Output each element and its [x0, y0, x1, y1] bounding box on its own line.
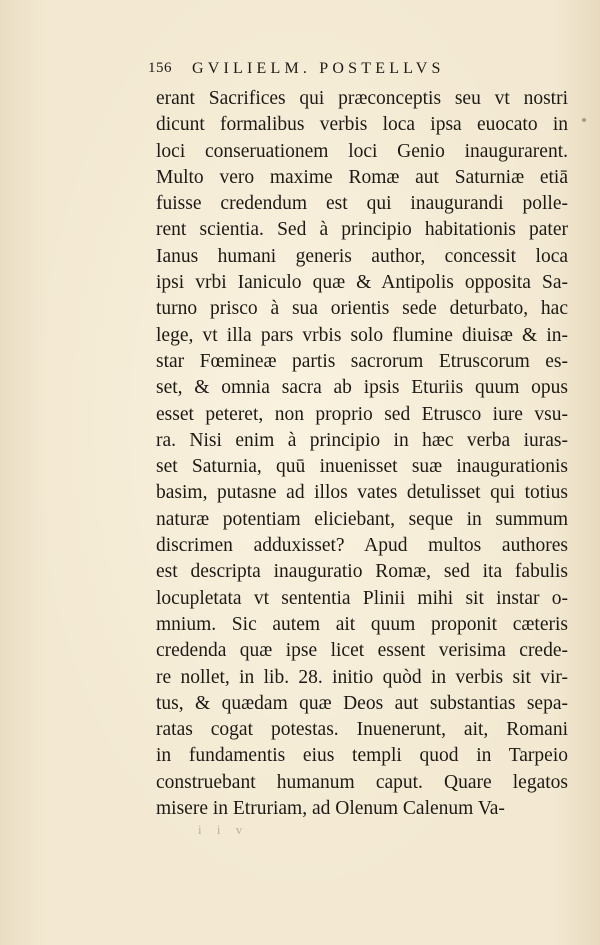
- text-line: lege, vt illa pars vrbis solo flumine diuisæ & in-: [156, 324, 568, 346]
- text-line: set, & omnia sacra ab ipsis Eturiis quum opus: [156, 377, 568, 399]
- margin-mark: [582, 118, 586, 122]
- body-text: [156, 86, 572, 822]
- text-line: mnium. Sic autem ait quum proponit cæteris: [156, 613, 568, 635]
- page-number: 156: [148, 60, 172, 76]
- text-line: locupletata vt sententia Plinii mihi sit instar o-: [156, 587, 568, 609]
- text-line: loci conseruationem loci Genio inaugurarent.: [156, 140, 568, 162]
- text-line: discrimen adduxisset? Apud multos authores: [156, 535, 568, 557]
- running-head: [148, 60, 528, 82]
- text-line: in fundamentis eius templi quod in Tarpeio: [156, 745, 568, 767]
- text-line: fuisse credendum est qui inaugurandi polle-: [156, 193, 568, 215]
- text-line: esset peteret, non proprio sed Etrusco iure vsu-: [156, 403, 568, 425]
- text-line: star Fœmineæ partis sacrorum Etruscorum es-: [156, 350, 568, 372]
- text-line: est descripta inauguratio Romæ, sed ita fabulis: [156, 561, 568, 583]
- text-line: misere in Etruriam, ad Olenum Calenum Va-: [156, 798, 505, 820]
- text-line: ipsi vrbi Ianiculo quæ & Antipolis opposita Sa-: [156, 272, 568, 294]
- text-line: naturæ potentiam eliciebant, seque in summum: [156, 508, 568, 530]
- text-line: credenda quæ ipse licet essent verisima crede-: [156, 640, 568, 662]
- text-line: dicunt formalibus verbis loca ipsa euocato in: [156, 114, 568, 136]
- text-line: Multo vero maxime Romæ aut Saturniæ etiā: [156, 166, 568, 188]
- text-line: construebant humanum caput. Quare legatos: [156, 771, 568, 793]
- text-line: Ianus humani generis author, concessit loca: [156, 245, 568, 267]
- text-line: erant Sacrifices qui præconceptis seu vt nostri: [156, 88, 568, 109]
- text-line: ratas cogat potestas. Inuenerunt, ait, Romani: [156, 719, 568, 741]
- signature-mark: i i v: [198, 822, 249, 837]
- text-line: set Saturnia, quū inuenisset suæ inaugurationis: [156, 456, 568, 478]
- text-line: rent scientia. Sed à principio habitationis pater: [156, 219, 568, 241]
- text-line: re nollet, in lib. 28. initio quòd in verbis sit vir-: [156, 666, 568, 688]
- text-line: turno prisco à sua orientis sede deturbato, hac: [156, 298, 568, 320]
- running-title: GVILIELM. POSTELLVS: [192, 60, 445, 77]
- text-line: tus, & quædam quæ Deos aut substantias sepa-: [156, 692, 568, 714]
- text-line: ra. Nisi enim à principio in hæc verba iuras-: [156, 429, 568, 451]
- text-line: basim, putasne ad illos vates detulisset qui totius: [156, 482, 568, 504]
